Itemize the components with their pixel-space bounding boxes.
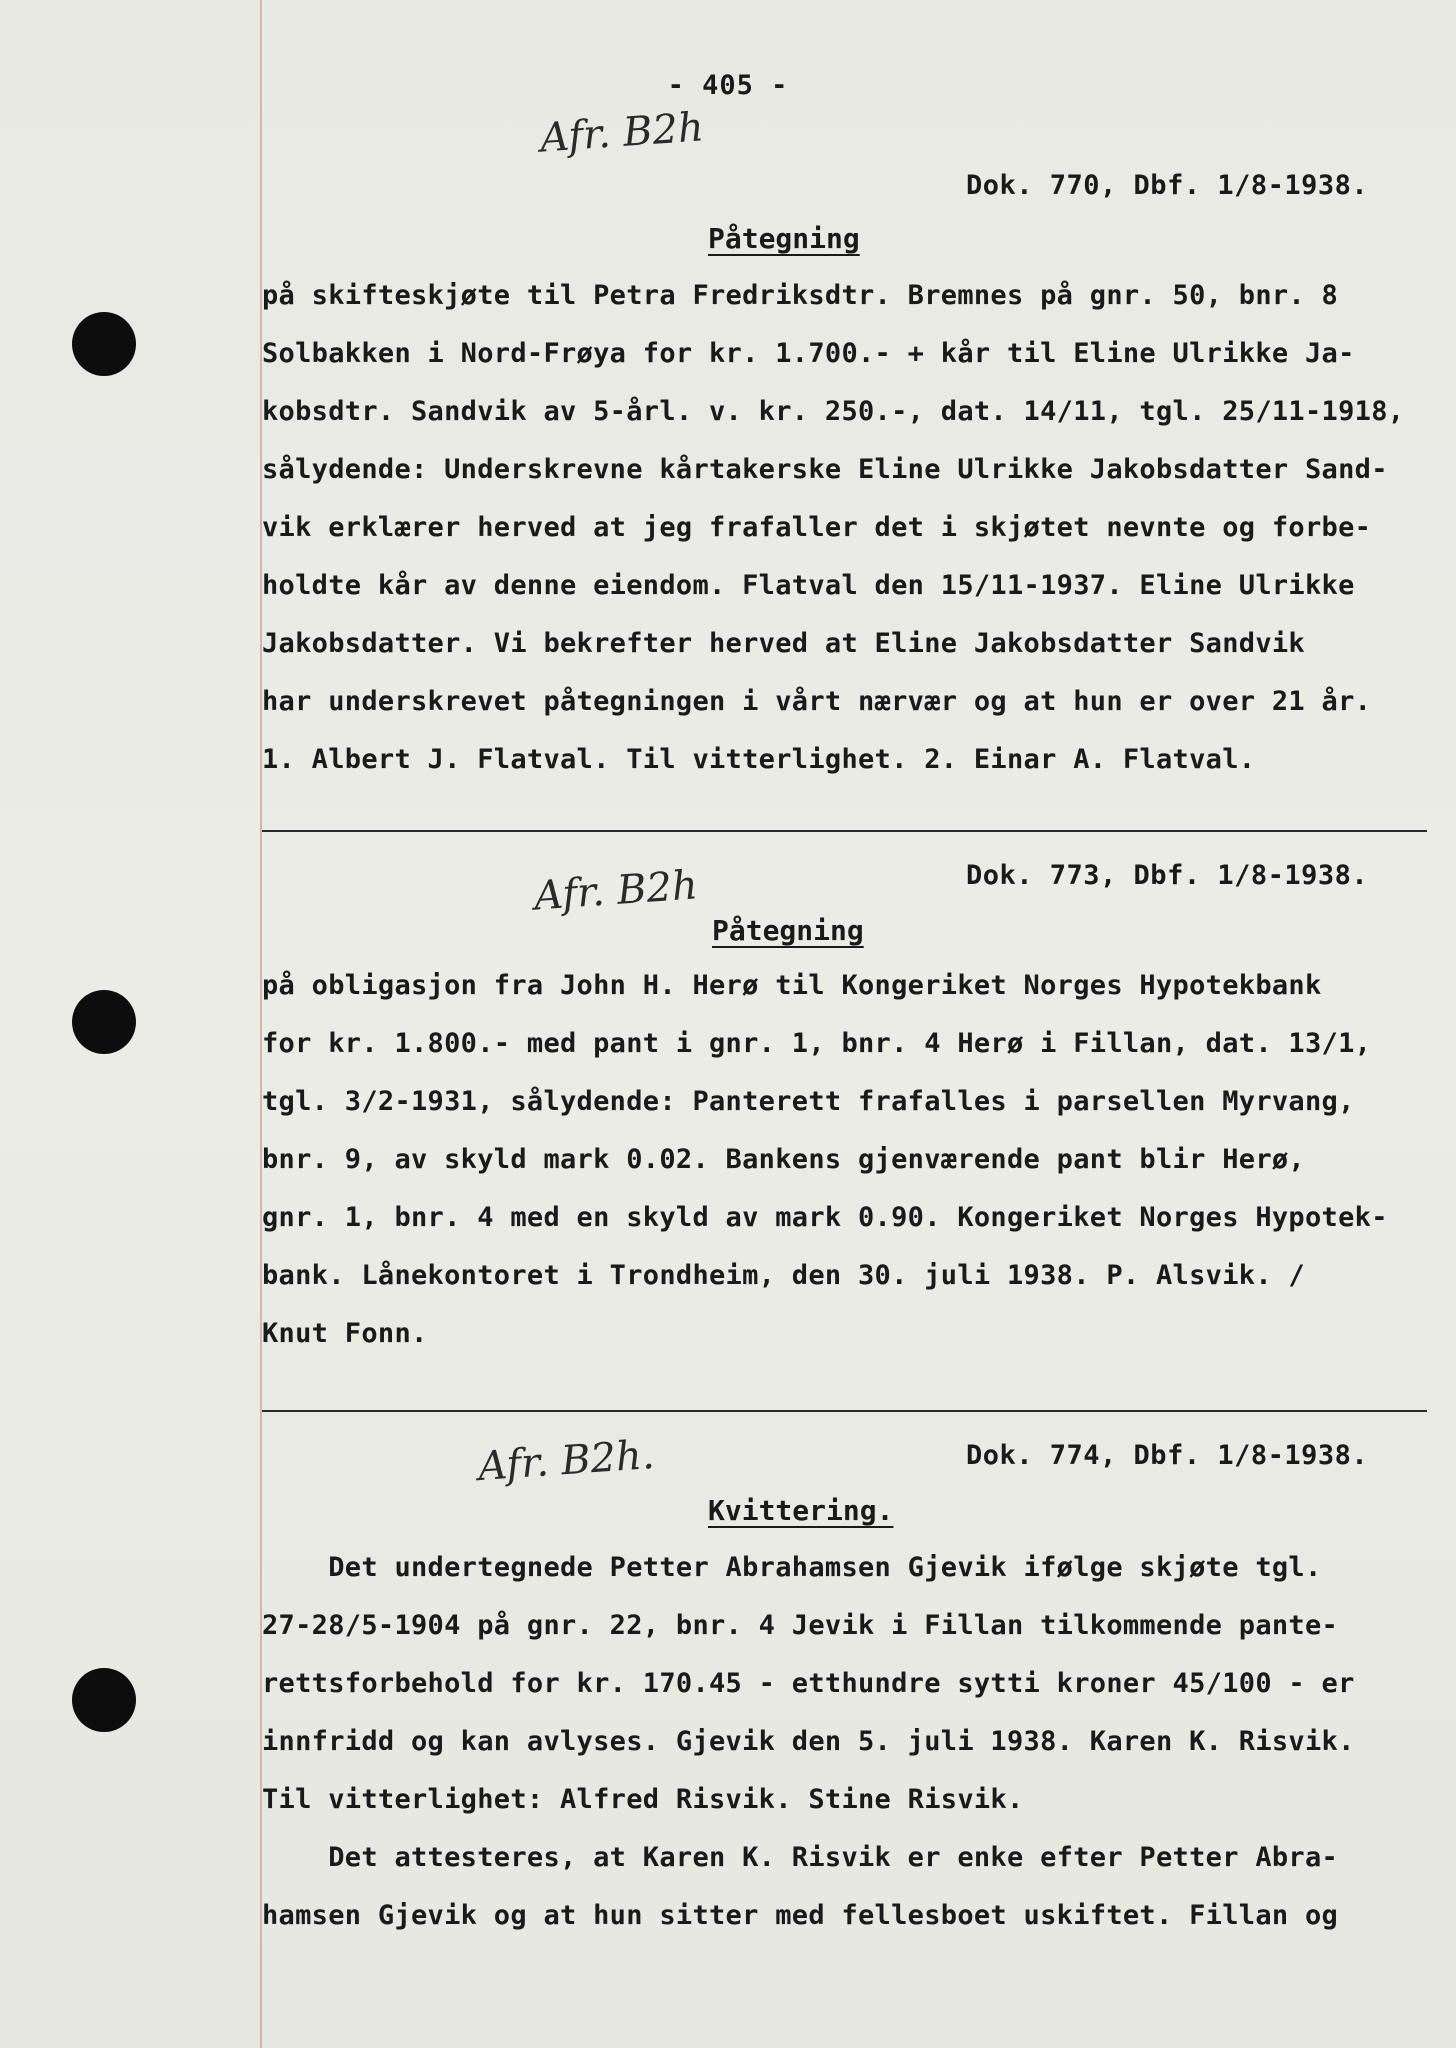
page-number: - 405 - xyxy=(667,70,789,101)
text-line: Til vitterlighet: Alfred Risvik. Stine Risvik. xyxy=(262,1784,1024,1815)
text-line: hamsen Gjevik og at hun sitter med fellesboet uskiftet. Fillan og xyxy=(262,1900,1339,1931)
document-reference: Dok. 774, Dbf. 1/8-1938. xyxy=(966,1440,1369,1471)
text-line: holdte kår av denne eiendom. Flatval den 15/11-1937. Eline Ulrikke xyxy=(262,570,1355,601)
text-line: på obligasjon fra John H. Herø til Kongeriket Norges Hypotekbank xyxy=(262,970,1322,1001)
entry-stamp: Afr. B2h. xyxy=(476,1431,656,1491)
text-line: for kr. 1.800.- med pant i gnr. 1, bnr. 4 Herø i Fillan, dat. 13/1, xyxy=(262,1028,1372,1059)
text-line: bank. Lånekontoret i Trondheim, den 30. juli 1938. P. Alsvik. / xyxy=(262,1260,1305,1291)
entry-heading: Påtegning xyxy=(712,914,864,947)
text-line: gnr. 1, bnr. 4 med en skyld av mark 0.90. Kongeriket Norges Hypotek- xyxy=(262,1202,1388,1233)
text-line: Det undertegnede Petter Abrahamsen Gjevik ifølge skjøte tgl. xyxy=(262,1552,1322,1583)
text-line: Solbakken i Nord-Frøya for kr. 1.700.- + kår til Eline Ulrikke Ja- xyxy=(262,338,1355,369)
text-line: bnr. 9, av skyld mark 0.02. Bankens gjenværende pant blir Herø, xyxy=(262,1144,1305,1175)
text-line: innfridd og kan avlyses. Gjevik den 5. juli 1938. Karen K. Risvik. xyxy=(262,1726,1355,1757)
text-line: rettsforbehold for kr. 170.45 - etthundre sytti kroner 45/100 - er xyxy=(262,1668,1355,1699)
entry-heading: Påtegning xyxy=(708,222,860,255)
punch-hole xyxy=(72,312,136,376)
entry-heading: Kvittering. xyxy=(708,1494,894,1527)
text-line: vik erklærer herved at jeg frafaller det i skjøtet nevnte og forbe- xyxy=(262,512,1372,543)
text-line: Jakobsdatter. Vi bekrefter herved at Eline Jakobsdatter Sandvik xyxy=(262,628,1305,659)
entry-stamp: Afr. B2h xyxy=(532,862,700,920)
text-line: har underskrevet påtegningen i vårt nærvær og at hun er over 21 år. xyxy=(262,686,1372,717)
document-reference: Dok. 773, Dbf. 1/8-1938. xyxy=(966,860,1369,891)
text-line: sålydende: Underskrevne kårtakerske Eline Ulrikke Jakobsdatter Sand- xyxy=(262,454,1388,485)
document-reference: Dok. 770, Dbf. 1/8-1938. xyxy=(966,170,1369,201)
text-line: på skifteskjøte til Petra Fredriksdtr. Bremnes på gnr. 50, bnr. 8 xyxy=(262,280,1339,311)
section-divider xyxy=(262,830,1427,832)
text-line: Det attesteres, at Karen K. Risvik er enke efter Petter Abra- xyxy=(262,1842,1339,1873)
text-line: kobsdtr. Sandvik av 5-årl. v. kr. 250.-, dat. 14/11, tgl. 25/11-1918, xyxy=(262,396,1405,427)
section-divider xyxy=(262,1410,1427,1412)
text-line: Knut Fonn. xyxy=(262,1318,428,1349)
punch-hole xyxy=(72,990,136,1054)
text-line: 27-28/5-1904 på gnr. 22, bnr. 4 Jevik i Fillan tilkommende pante- xyxy=(262,1610,1339,1641)
entry-stamp: Afr. B2h xyxy=(538,104,706,162)
punch-hole xyxy=(72,1668,136,1732)
text-line: tgl. 3/2-1931, sålydende: Panterett frafalles i parsellen Myrvang, xyxy=(262,1086,1355,1117)
text-line: 1. Albert J. Flatval. Til vitterlighet. 2. Einar A. Flatval. xyxy=(262,744,1256,775)
